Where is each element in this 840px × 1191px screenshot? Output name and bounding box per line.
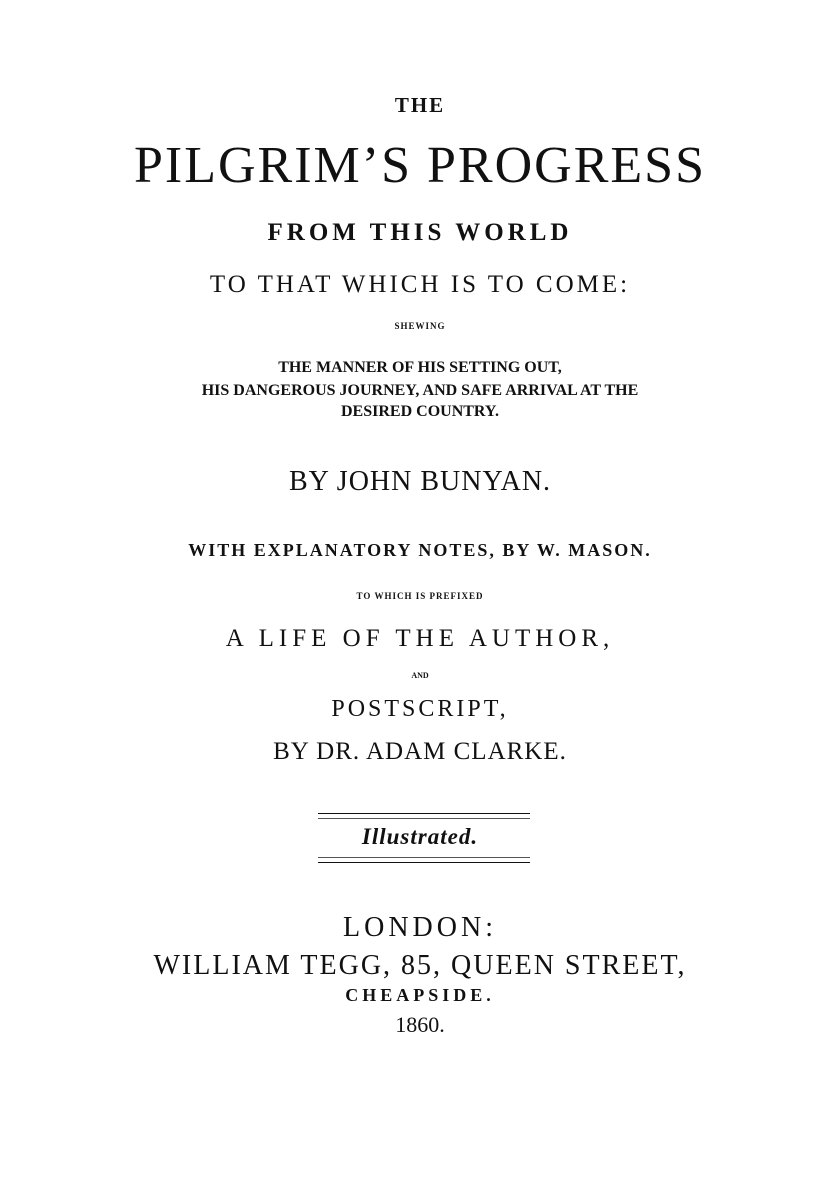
postscript-line: POSTSCRIPT, (331, 696, 509, 722)
subtitle-line-1: FROM THIS WORLD (267, 219, 573, 246)
author-line: BY JOHN BUNYAN. (288, 466, 552, 497)
description-line-3: DESIRED COUNTRY. (341, 403, 499, 420)
imprint-publisher: WILLIAM TEGG, 85, QUEEN STREET, (153, 950, 687, 981)
imprint-city: LONDON: (343, 912, 497, 943)
description-line-2: HIS DANGEROUS JOURNEY, AND SAFE ARRIVAL AT THE (201, 382, 639, 399)
and-label: AND (411, 671, 429, 680)
life-of-author-line: A LIFE OF THE AUTHOR, (225, 625, 615, 652)
notes-line: WITH EXPLANATORY NOTES, BY W. MASON. (188, 540, 652, 560)
book-title: PILGRIM’S PROGRESS (133, 137, 707, 194)
description-line-1: THE MANNER OF HIS SETTING OUT, (278, 359, 562, 376)
imprint-year: 1860. (395, 1012, 445, 1037)
shewing-label: SHEWING (394, 321, 446, 331)
bottom-thin-rule (318, 857, 530, 858)
subtitle-line-2: TO THAT WHICH IS TO COME: (209, 271, 631, 298)
bottom-double-rule (318, 862, 530, 863)
illustrated-label: Illustrated. (361, 824, 479, 849)
clarke-line: BY DR. ADAM CLARKE. (273, 738, 567, 765)
top-thin-rule (318, 818, 530, 819)
imprint-district: CHEAPSIDE. (345, 985, 495, 1005)
top-double-rule (318, 813, 530, 814)
the-heading: THE (394, 93, 446, 117)
prefixed-label: TO WHICH IS PREFIXED (356, 591, 484, 601)
